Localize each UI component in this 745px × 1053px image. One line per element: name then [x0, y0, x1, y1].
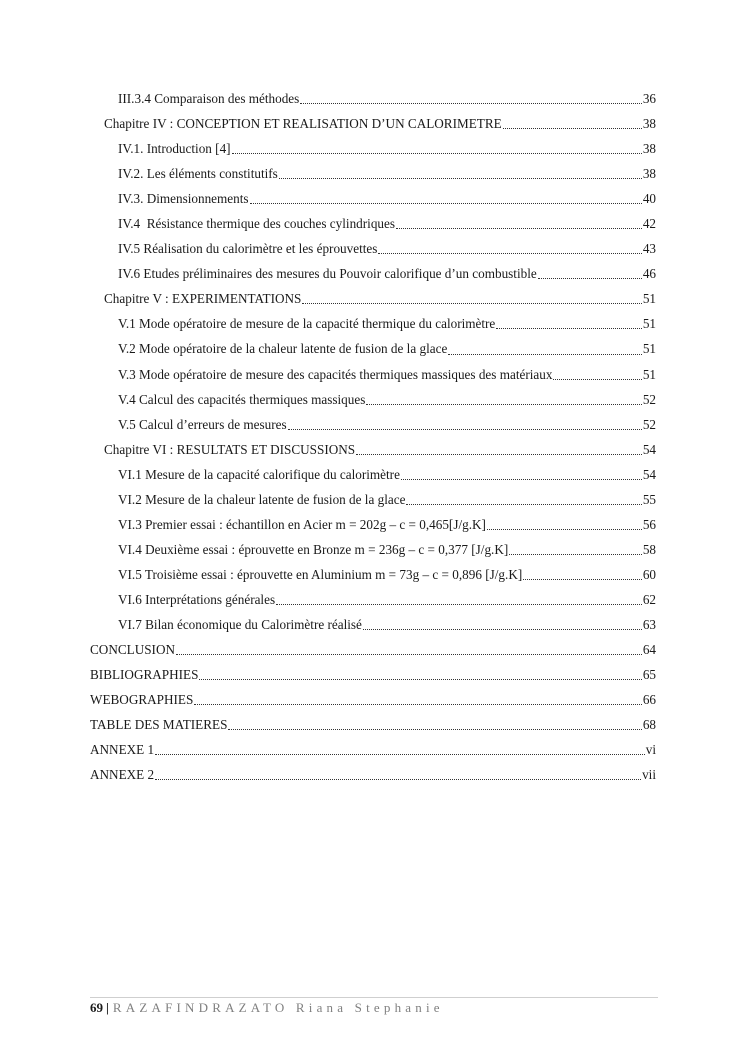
- toc-entry[interactable]: [0, 161, 656, 186]
- toc-entry-title: ANNEXE 2: [90, 767, 155, 783]
- toc-dot-leader: [523, 562, 642, 587]
- toc-dot-leader: [538, 261, 642, 286]
- toc-entry[interactable]: [0, 737, 656, 762]
- toc-dot-leader: [232, 136, 642, 161]
- toc-entry-page: 64: [642, 642, 656, 658]
- toc-entry-title: V.1 Mode opératoire de mesure de la capacité thermique du calorimètre: [118, 316, 496, 332]
- toc-dot-leader: [356, 437, 642, 462]
- toc-entry-title: VI.5 Troisième essai : éprouvette en Aluminium m = 73g – c = 0,896 [J/g.K]: [118, 566, 523, 582]
- toc-dot-leader: [406, 487, 641, 512]
- toc-entry-page: 65: [642, 667, 656, 683]
- toc-entry-title: IV.5 Réalisation du calorimètre et les éprouvettes: [118, 241, 378, 257]
- toc-entry-title: IV.2. Les éléments constitutifs: [118, 166, 278, 182]
- toc-entry-page: 68: [642, 717, 656, 733]
- toc-entry[interactable]: [0, 662, 656, 687]
- toc-entry-title: TABLE DES MATIERES: [90, 717, 228, 733]
- toc-dot-leader: [302, 286, 641, 311]
- toc-entry-page: 58: [642, 541, 656, 557]
- toc-entry-page: vii: [642, 767, 656, 783]
- toc-entry-page: 38: [642, 141, 656, 157]
- toc-entry-page: 60: [642, 566, 656, 582]
- toc-entry-page: vi: [645, 742, 656, 758]
- toc-dot-leader: [250, 186, 642, 211]
- toc-entry[interactable]: [0, 261, 656, 286]
- toc-entry-page: 63: [642, 616, 656, 632]
- toc-dot-leader: [396, 211, 642, 236]
- toc-entry-title: WEBOGRAPHIES: [90, 692, 194, 708]
- toc-entry[interactable]: [0, 387, 656, 412]
- toc-entry[interactable]: [0, 637, 656, 662]
- toc-dot-leader: [503, 111, 642, 136]
- toc-entry-page: 62: [642, 591, 656, 607]
- toc-entry-title: VI.2 Mesure de la chaleur latente de fusion de la glace: [118, 491, 406, 507]
- toc-dot-leader: [448, 336, 642, 361]
- toc-entry-title: V.3 Mode opératoire de mesure des capacités thermiques massiques des matériaux: [118, 366, 553, 382]
- toc-entry[interactable]: [0, 437, 656, 462]
- footer-author: RAZAFINDRAZATO Riana Stephanie: [112, 1000, 444, 1015]
- toc-entry[interactable]: [0, 562, 656, 587]
- toc-dot-leader: [496, 311, 642, 336]
- toc-entry[interactable]: [0, 537, 656, 562]
- toc-entry[interactable]: [0, 311, 656, 336]
- toc-entry-title: IV.4 Résistance thermique des couches cylindriques: [118, 216, 395, 232]
- page-footer: [90, 998, 444, 1018]
- toc-entry-title: Chapitre V : EXPERIMENTATIONS: [104, 291, 302, 307]
- toc-entry-page: 66: [642, 692, 656, 708]
- toc-entry[interactable]: [0, 362, 656, 387]
- toc-entry-title: V.5 Calcul d’erreurs de mesures: [118, 416, 287, 432]
- toc-entry-page: 56: [642, 516, 656, 532]
- toc-entry[interactable]: [0, 336, 656, 361]
- toc-entry-title: VI.6 Interprétations générales: [118, 591, 276, 607]
- toc-entry[interactable]: [0, 462, 656, 487]
- toc-entry-title: VI.1 Mesure de la capacité calorifique du calorimètre: [118, 466, 400, 482]
- toc-dot-leader: [199, 662, 641, 687]
- footer-separator: |: [106, 1000, 109, 1015]
- toc-entry-title: IV.6 Etudes préliminaires des mesures du Pouvoir calorifique d’un combustible: [118, 266, 537, 282]
- toc-entry-page: 38: [642, 166, 656, 182]
- toc-entry-title: ANNEXE 1: [90, 742, 155, 758]
- toc-entry-page: 43: [642, 241, 656, 257]
- toc-dot-leader: [288, 412, 642, 437]
- toc-dot-leader: [279, 161, 642, 186]
- toc-entry-title: Chapitre VI : RESULTATS ET DISCUSSIONS: [104, 441, 356, 457]
- toc-entry[interactable]: [0, 186, 656, 211]
- toc-entry-page: 38: [642, 116, 656, 132]
- toc-entry-page: 42: [642, 216, 656, 232]
- toc-entry[interactable]: [0, 687, 656, 712]
- toc-entry[interactable]: [0, 487, 656, 512]
- toc-entry-page: 52: [642, 416, 656, 432]
- toc-entry-title: BIBLIOGRAPHIES: [90, 667, 199, 683]
- toc-dot-leader: [509, 537, 642, 562]
- toc-dot-leader: [155, 762, 641, 787]
- toc-entry-page: 40: [642, 191, 656, 207]
- toc-entry[interactable]: [0, 86, 656, 111]
- toc-entry-title: Chapitre IV : CONCEPTION ET REALISATION D’UN CALORIMETRE: [104, 116, 502, 132]
- toc-entry-title: IV.1. Introduction [4]: [118, 141, 231, 157]
- toc-entry-page: 54: [642, 441, 656, 457]
- toc-entry-title: VI.4 Deuxième essai : éprouvette en Bronze m = 236g – c = 0,377 [J/g.K]: [118, 541, 509, 557]
- toc-entry-page: 54: [642, 466, 656, 482]
- toc-entry-title: VI.3 Premier essai : échantillon en Acier m = 202g – c = 0,465[J/g.K]: [118, 516, 486, 532]
- toc-entry-title: VI.7 Bilan économique du Calorimètre réalisé: [118, 616, 362, 632]
- toc-dot-leader: [363, 612, 642, 637]
- toc-entry-page: 36: [642, 91, 656, 106]
- toc-dot-leader: [176, 637, 642, 662]
- toc-entry-page: 55: [642, 491, 656, 507]
- toc-entry-page: 46: [642, 266, 656, 282]
- toc-dot-leader: [300, 86, 642, 111]
- toc-entry-title: V.2 Mode opératoire de la chaleur latente de fusion de la glace: [118, 341, 448, 357]
- toc-entry[interactable]: [0, 111, 656, 136]
- toc-dot-leader: [378, 236, 641, 261]
- toc-entry[interactable]: [0, 762, 656, 787]
- toc-entry-title: V.4 Calcul des capacités thermiques massiques: [118, 391, 366, 407]
- toc-entry-page: 52: [642, 391, 656, 407]
- toc-dot-leader: [401, 462, 642, 487]
- toc-entry[interactable]: [0, 612, 656, 637]
- toc-entry[interactable]: [0, 136, 656, 161]
- toc-dot-leader: [553, 362, 641, 387]
- toc-dot-leader: [487, 512, 642, 537]
- footer-page-number: 69: [90, 1000, 103, 1015]
- toc-entry[interactable]: [0, 412, 656, 437]
- toc-entry-page: 51: [642, 316, 656, 332]
- toc-entry[interactable]: [0, 236, 656, 261]
- toc-entry-page: 51: [642, 291, 656, 307]
- toc-dot-leader: [366, 387, 641, 412]
- toc-entry[interactable]: [0, 211, 656, 236]
- toc-entry-title: CONCLUSION: [90, 642, 175, 658]
- toc-entry[interactable]: [0, 587, 656, 612]
- toc-entry-page: 51: [642, 341, 656, 357]
- toc-entry[interactable]: [0, 512, 656, 537]
- toc-dot-leader: [276, 587, 642, 612]
- toc-entry[interactable]: [0, 286, 656, 311]
- toc-entry-title: III.3.4 Comparaison des méthodes: [118, 91, 300, 106]
- toc-entry-page: 51: [642, 366, 656, 382]
- toc-dot-leader: [155, 737, 645, 762]
- toc-dot-leader: [194, 687, 642, 712]
- toc-dot-leader: [228, 712, 641, 737]
- toc-entry-title: IV.3. Dimensionnements: [118, 191, 249, 207]
- toc-entry[interactable]: [0, 712, 656, 737]
- table-of-contents: [0, 86, 745, 787]
